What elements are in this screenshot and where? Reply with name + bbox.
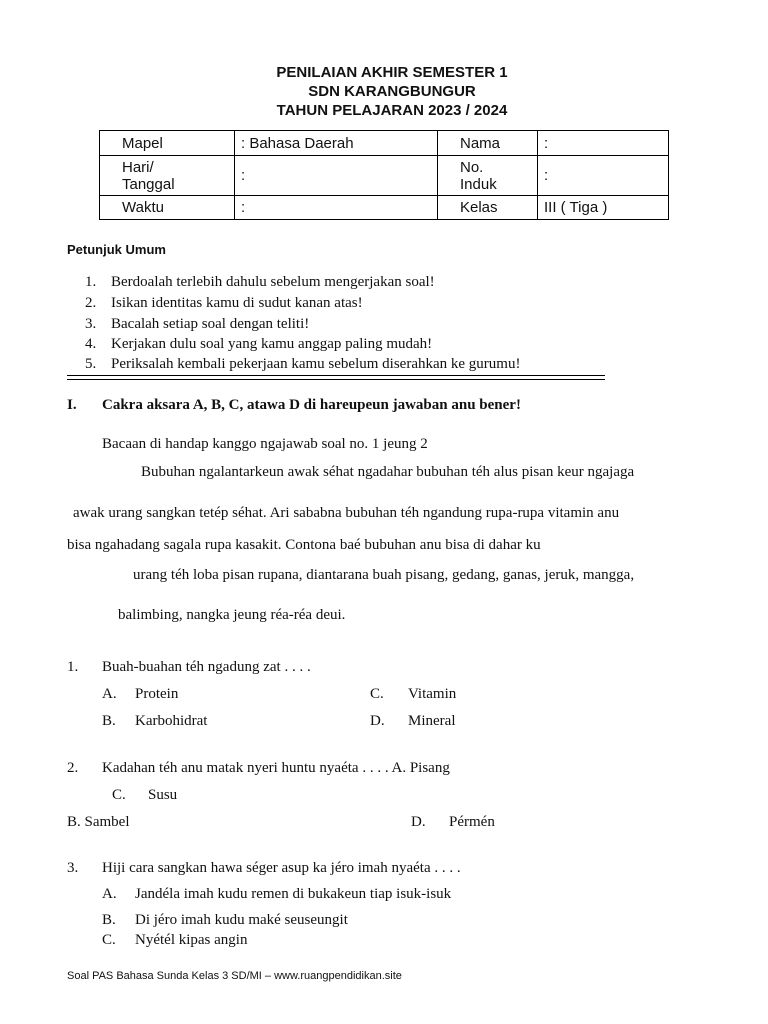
tanggal-label: Tanggal [122,175,175,193]
passage-line: awak urang sangkan tetép séhat. Ari sababna bubuhan téh ngandung rupa-rupa vitamin anu [73,505,620,521]
question-text: Buah-buahan téh ngadung zat . . . . [102,659,311,675]
question-text: Hiji cara sangkan hawa séger asup ka jéro imah nyaéta . . . . [102,860,461,876]
header-line-1: PENILAIAN AKHIR SEMESTER 1 [276,64,508,81]
nama-label: Nama [438,131,538,156]
nama-value: : [538,131,669,156]
option-label: D. [411,814,426,830]
instruction-num: 2. [85,295,97,311]
instruction-num: 1. [85,274,97,290]
no-induk-label [438,156,538,196]
passage-intro: Bacaan di handap kanggo ngajawab soal no. 1 jeung 2 [102,436,428,452]
divider-line-bottom [67,379,605,380]
header-line-3: TAHUN PELAJARAN 2023 / 2024 [276,102,508,119]
divider-line-top [67,375,605,376]
passage-line: bisa ngahadang sagala rupa kasakit. Contona baé bubuhan anu bisa di dahar ku [67,537,541,553]
page-footer: Soal PAS Bahasa Sunda Kelas 3 SD/MI – www.ruangpendidikan.site [67,970,402,982]
option-text: Nyétél kipas angin [135,932,248,948]
instruction-num: 3. [85,316,97,332]
option-text: Mineral [408,713,456,729]
option-label: C. [112,787,126,803]
question-number: 2. [67,760,79,776]
instruction-text: Isikan identitas kamu di sudut kanan atas! [111,295,363,311]
passage-line: urang téh loba pisan rupana, diantarana buah pisang, gedang, ganas, jeruk, mangga, [133,567,635,583]
question-number: 1. [67,659,79,675]
option-text: Di jéro imah kudu maké seuseungit [135,912,348,928]
induk-label: Induk [460,175,497,193]
section-number: I. [67,397,77,413]
hari-tanggal-label [100,156,235,196]
option-b: B. Sambel [67,814,130,830]
option-label: B. [102,713,116,729]
waktu-value: : [235,196,438,220]
option-label: B. [102,912,116,928]
instructions-heading: Petunjuk Umum [67,242,166,257]
instruction-num: 5. [85,356,97,372]
passage-line: balimbing, nangka jeung réa-réa deui. [118,607,346,623]
kelas-label: Kelas [438,196,538,220]
instruction-text: Berdoalah terlebih dahulu sebelum mengerjakan soal! [111,274,435,290]
instruction-text: Bacalah setiap soal dengan teliti! [111,316,310,332]
question-text: Kadahan téh anu matak nyeri huntu nyaéta . . . . A. Pisang [102,760,450,776]
identity-table [99,130,669,220]
mapel-value: : Bahasa Daerah [235,131,438,156]
no-label: No. [460,158,484,176]
hari-tanggal-value: : [235,156,438,196]
instruction-text: Kerjakan dulu soal yang kamu anggap paling mudah! [111,336,433,352]
no-induk-value: : [538,156,669,196]
option-text: Jandéla imah kudu remen di bukakeun tiap isuk-isuk [135,886,452,902]
instruction-text: Periksalah kembali pekerjaan kamu sebelum diserahkan ke gurumu! [111,356,521,372]
waktu-label: Waktu [100,196,235,220]
kelas-value: III ( Tiga ) [538,196,669,220]
hari-label: Hari/ [122,158,154,176]
option-text: Pérmén [449,814,495,830]
option-label: C. [102,932,116,948]
option-label: A. [102,886,117,902]
option-label: A. [102,686,117,702]
instruction-num: 4. [85,336,97,352]
option-text: Vitamin [408,686,457,702]
section-heading: Cakra aksara A, B, C, atawa D di hareupeun jawaban anu bener! [102,397,521,413]
question-number: 3. [67,860,79,876]
passage-line: Bubuhan ngalantarkeun awak séhat ngadahar bubuhan téh alus pisan keur ngajaga [141,464,635,480]
option-label: D. [370,713,385,729]
header-line-2: SDN KARANGBUNGUR [308,83,476,100]
option-text: Protein [135,686,179,702]
mapel-label: Mapel [100,131,235,156]
option-text: Susu [148,787,178,803]
option-label: C. [370,686,384,702]
option-text: Karbohidrat [135,713,208,729]
